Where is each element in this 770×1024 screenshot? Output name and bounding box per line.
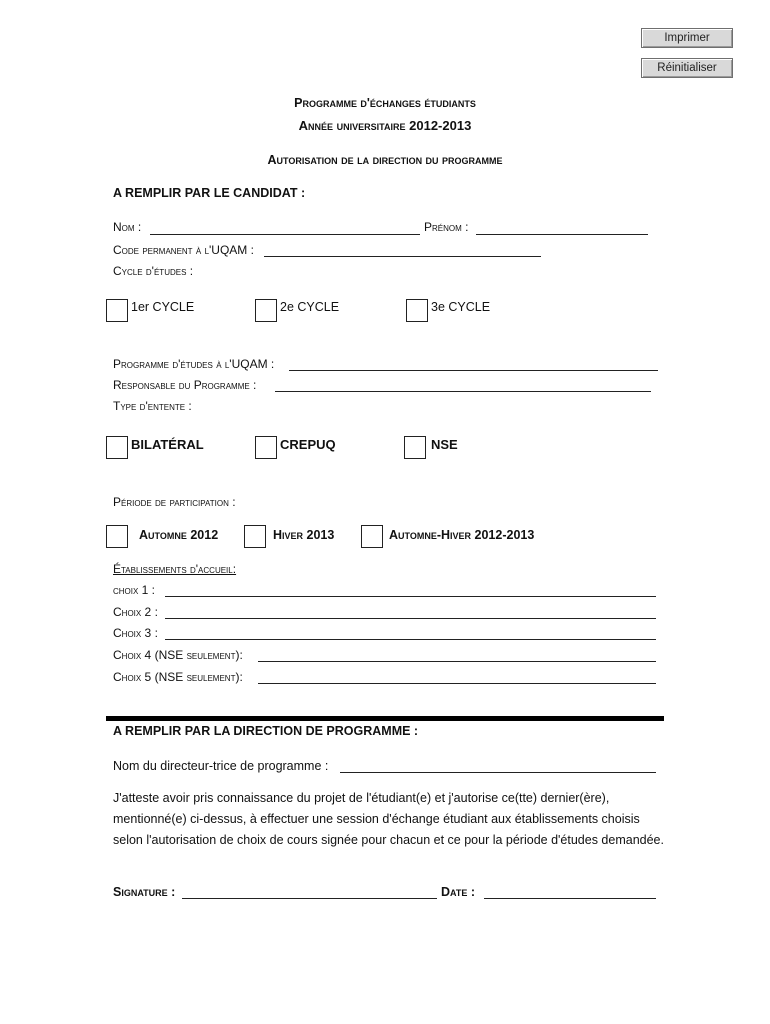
reset-button[interactable]: Réinitialiser: [641, 58, 733, 78]
direction-section-title: A REMPLIR PAR LA DIRECTION DE PROGRAMME :: [113, 724, 419, 738]
date-field[interactable]: [484, 898, 656, 899]
bilateral-checkbox[interactable]: [106, 436, 128, 459]
choix-1-field[interactable]: [165, 596, 656, 597]
choix-3-field[interactable]: [165, 639, 656, 640]
date-label: Date :: [441, 885, 475, 899]
automne-checkbox[interactable]: [106, 525, 128, 548]
choix-5-field[interactable]: [258, 683, 656, 684]
director-name-field[interactable]: [340, 772, 656, 773]
responsable-field[interactable]: [275, 391, 651, 392]
nse-checkbox[interactable]: [404, 436, 426, 459]
cycle-1-label: 1er CYCLE: [131, 300, 195, 314]
attestation-paragraph: J'atteste avoir pris connaissance du projet de l'étudiant(e) et j'autorise ce(tte) dernier(ère), mentionné(e) ci-dessus, à effectuer une session d'échange étudiant aux établissements choisis selon l'autorisation de choix de cours signée pour chacun et ce pour la période d'études demandée.: [113, 791, 664, 847]
cycle-2-label: 2e CYCLE: [280, 300, 340, 314]
automne-hiver-label: Automne-Hiver 2012-2013: [389, 528, 535, 542]
candidate-section-title: A REMPLIR PAR LE CANDIDAT :: [113, 186, 306, 200]
cycle-1-checkbox[interactable]: [106, 299, 128, 322]
periode-label: Période de participation :: [113, 495, 236, 509]
academic-year: Année universitaire 2012-2013: [298, 118, 472, 133]
prenom-field[interactable]: [476, 234, 648, 235]
page-title: Programme d'échanges étudiants: [294, 96, 476, 110]
page-subtitle: Autorisation de la direction du programme: [267, 153, 503, 167]
automne-label: Automne 2012: [139, 528, 219, 542]
etablissements-label: Établissements d'accueil:: [113, 562, 237, 576]
crepuq-checkbox[interactable]: [255, 436, 277, 459]
hiver-checkbox[interactable]: [244, 525, 266, 548]
crepuq-label: CREPUQ: [280, 437, 336, 452]
bilateral-label: BILATÉRAL: [131, 437, 204, 452]
hiver-label: Hiver 2013: [273, 528, 335, 542]
choix-3-label: Choix 3 :: [113, 626, 158, 640]
nom-label: Nom :: [113, 220, 142, 234]
programme-field[interactable]: [289, 370, 658, 371]
section-divider: [106, 716, 664, 721]
automne-hiver-checkbox[interactable]: [361, 525, 383, 548]
choix-5-label: Choix 5 (NSE seulement):: [113, 670, 243, 684]
responsable-label: Responsable du Programme :: [113, 378, 257, 392]
cycle-3-label: 3e CYCLE: [431, 300, 491, 314]
code-permanent-field[interactable]: [264, 256, 541, 257]
cycle-2-checkbox[interactable]: [255, 299, 277, 322]
choix-4-field[interactable]: [258, 661, 656, 662]
choix-1-label: choix 1 :: [113, 583, 156, 597]
nom-field[interactable]: [150, 234, 420, 235]
programme-label: Programme d'études à l'UQAM :: [113, 357, 275, 371]
choix-2-label: Choix 2 :: [113, 605, 158, 619]
cycle-3-checkbox[interactable]: [406, 299, 428, 322]
signature-field[interactable]: [182, 898, 437, 899]
director-name-label: Nom du directeur-trice de programme :: [113, 759, 329, 773]
print-button[interactable]: Imprimer: [641, 28, 733, 48]
entente-label: Type d'entente :: [113, 399, 192, 413]
signature-label: Signature :: [113, 885, 176, 899]
choix-4-label: Choix 4 (NSE seulement):: [113, 648, 243, 662]
prenom-label: Prénom :: [424, 220, 469, 234]
nse-label: NSE: [431, 437, 458, 452]
code-permanent-label: Code permanent à l'UQAM :: [113, 243, 254, 257]
choix-2-field[interactable]: [165, 618, 656, 619]
cycle-label: Cycle d'études :: [113, 264, 194, 278]
